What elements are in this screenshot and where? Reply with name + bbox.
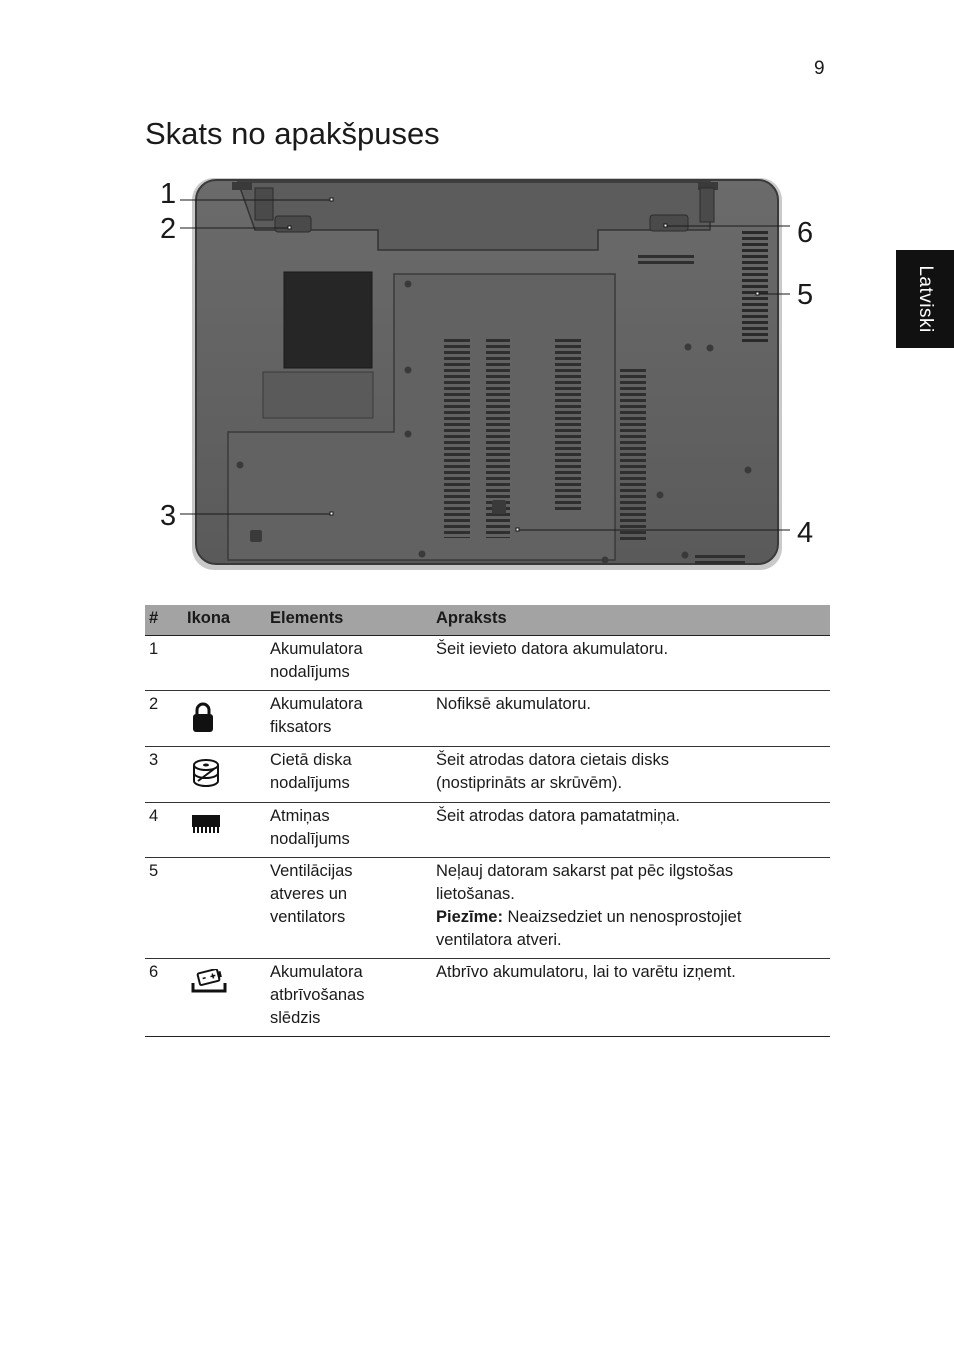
element-line: fiksators <box>270 718 332 736</box>
components-table <box>145 605 830 1037</box>
rubber-pad <box>284 272 372 368</box>
callout-1: 1 <box>160 178 177 210</box>
row-icon <box>183 747 266 803</box>
table-row <box>145 636 830 691</box>
note-label: Piezīme: <box>436 908 503 926</box>
element-line: atveres un <box>270 885 348 903</box>
row-num: 1 <box>145 636 183 691</box>
row-icon <box>183 959 266 1037</box>
callout-5: 5 <box>797 279 814 311</box>
row-num: 5 <box>145 858 183 959</box>
row-num: 6 <box>145 959 183 1037</box>
element-line: Atmiņas <box>270 807 330 825</box>
row-element <box>266 636 432 691</box>
row-description <box>432 858 830 959</box>
note-text-continued: ventilatora atveri. <box>436 931 562 949</box>
row-description: Atbrīvo akumulatoru, lai to varētu izņemt. <box>432 959 830 1037</box>
row-element <box>266 803 432 858</box>
callout-3: 3 <box>160 500 177 532</box>
element-line: Akumulatora <box>270 695 363 713</box>
battery-lock-icon <box>191 701 215 740</box>
language-tab-label: Latviski <box>915 265 936 333</box>
battery-release-icon <box>191 969 227 1002</box>
element-line: nodalījums <box>270 774 350 792</box>
row-description: Šeit atrodas datora pamatatmiņa. <box>432 803 830 858</box>
note-text: Neaizsedziet un nenosprostojiet <box>502 908 742 926</box>
note-line <box>436 906 826 929</box>
label-area <box>263 372 373 418</box>
row-description <box>432 747 830 803</box>
element-line: ventilators <box>270 908 346 926</box>
header-num: # <box>145 605 183 636</box>
header-description: Apraksts <box>432 605 830 636</box>
element-line: nodalījums <box>270 663 350 681</box>
memory-module-icon <box>191 813 221 842</box>
row-element <box>266 691 432 747</box>
row-icon <box>183 636 266 691</box>
row-num: 4 <box>145 803 183 858</box>
laptop-bottom-illustration <box>150 170 830 590</box>
table-row <box>145 959 830 1037</box>
element-line: slēdzis <box>270 1009 321 1027</box>
page-number: 9 <box>814 58 825 79</box>
row-icon <box>183 858 266 959</box>
header-icon: Ikona <box>183 605 266 636</box>
callout-4: 4 <box>797 517 814 549</box>
page-title: Skats no apakšpuses <box>145 116 440 151</box>
table-row <box>145 691 830 747</box>
row-icon <box>183 691 266 747</box>
callout-6: 6 <box>797 217 814 249</box>
battery-lock-latch <box>275 216 311 232</box>
description-line: (nostiprināts ar skrūvēm). <box>436 774 623 792</box>
element-line: Akumulatora <box>270 640 363 658</box>
battery-release-latch <box>650 215 688 231</box>
row-element <box>266 747 432 803</box>
element-line: Cietā diska <box>270 751 352 769</box>
element-line: Ventilācijas <box>270 862 353 880</box>
table-row <box>145 858 830 959</box>
row-num: 3 <box>145 747 183 803</box>
row-element <box>266 959 432 1037</box>
description-line: Neļauj datoram sakarst pat pēc ilgstošas <box>436 862 734 880</box>
row-element <box>266 858 432 959</box>
laptop-bottom-view-figure <box>150 170 830 590</box>
element-line: nodalījums <box>270 830 350 848</box>
table-row <box>145 803 830 858</box>
element-line: Akumulatora <box>270 963 363 981</box>
row-description: Šeit ievieto datora akumulatoru. <box>432 636 830 691</box>
table-header-row <box>145 605 830 636</box>
row-icon <box>183 803 266 858</box>
callout-2: 2 <box>160 213 177 245</box>
description-line: Šeit atrodas datora cietais disks <box>436 751 669 769</box>
description-line: lietošanas. <box>436 885 515 903</box>
row-num: 2 <box>145 691 183 747</box>
element-line: atbrīvošanas <box>270 986 365 1004</box>
hard-disk-icon <box>191 757 221 796</box>
table-row <box>145 747 830 803</box>
row-description: Nofiksē akumulatoru. <box>432 691 830 747</box>
language-tab <box>896 250 954 348</box>
header-element: Elements <box>266 605 432 636</box>
